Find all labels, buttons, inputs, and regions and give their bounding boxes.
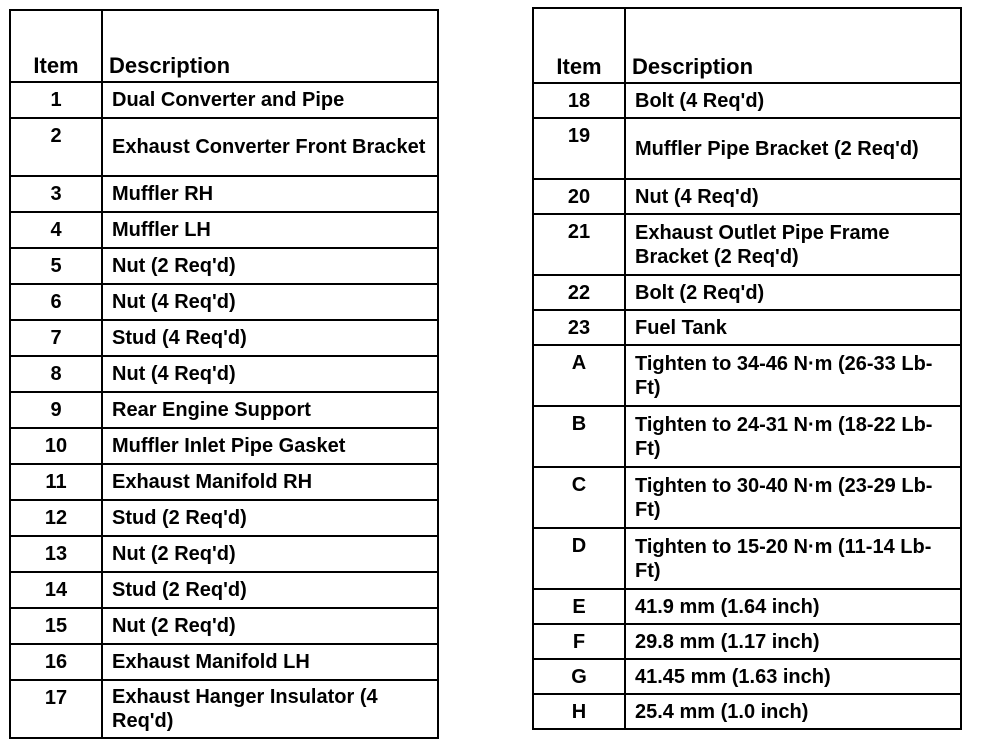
item-number: 16	[10, 644, 102, 680]
item-description: Exhaust Converter Front Bracket	[102, 118, 438, 176]
item-number: 23	[533, 310, 625, 345]
table-row	[10, 644, 438, 680]
item-description: Nut (4 Req'd)	[625, 179, 961, 214]
item-description: Nut (2 Req'd)	[102, 248, 438, 284]
item-number: 7	[10, 320, 102, 356]
column-header-description: Description	[102, 10, 438, 82]
item-description: 29.8 mm (1.17 inch)	[625, 624, 961, 659]
item-description: Tighten to 30-40 N·m (23-29 Lb-Ft)	[625, 467, 961, 528]
item-description: 41.45 mm (1.63 inch)	[625, 659, 961, 694]
table-row	[10, 212, 438, 248]
column-header-item: Item	[533, 8, 625, 83]
table-row	[533, 345, 961, 406]
table-header-row	[10, 10, 438, 82]
item-description: Rear Engine Support	[102, 392, 438, 428]
table-row	[533, 589, 961, 624]
table-row	[10, 464, 438, 500]
item-description: Tighten to 34-46 N·m (26-33 Lb-Ft)	[625, 345, 961, 406]
table-row	[10, 118, 438, 176]
table-row	[533, 214, 961, 275]
table-row	[10, 572, 438, 608]
item-number: A	[533, 345, 625, 406]
item-number: 14	[10, 572, 102, 608]
item-number: G	[533, 659, 625, 694]
table-row	[10, 536, 438, 572]
item-number: F	[533, 624, 625, 659]
item-number: 2	[10, 118, 102, 176]
item-description: Fuel Tank	[625, 310, 961, 345]
item-description: Nut (2 Req'd)	[102, 608, 438, 644]
item-description: Exhaust Hanger Insulator (4 Req'd)	[102, 680, 438, 738]
item-number: 21	[533, 214, 625, 275]
item-number: 22	[533, 275, 625, 310]
item-number: C	[533, 467, 625, 528]
item-number: B	[533, 406, 625, 467]
item-description: Tighten to 15-20 N·m (11-14 Lb-Ft)	[625, 528, 961, 589]
item-description: Muffler LH	[102, 212, 438, 248]
table-row	[533, 118, 961, 179]
item-description: Muffler Pipe Bracket (2 Req'd)	[625, 118, 961, 179]
table-row	[10, 500, 438, 536]
item-number: 18	[533, 83, 625, 118]
item-description: Muffler RH	[102, 176, 438, 212]
item-description: Dual Converter and Pipe	[102, 82, 438, 118]
table-row	[533, 406, 961, 467]
column-header-description: Description	[625, 8, 961, 83]
item-number: 1	[10, 82, 102, 118]
item-description: Tighten to 24-31 N·m (18-22 Lb-Ft)	[625, 406, 961, 467]
item-number: 20	[533, 179, 625, 214]
parts-table-right	[532, 7, 962, 730]
item-number: 10	[10, 428, 102, 464]
table-row	[533, 467, 961, 528]
item-number: 11	[10, 464, 102, 500]
table-row	[10, 320, 438, 356]
table-row	[533, 694, 961, 729]
item-number: E	[533, 589, 625, 624]
table-row	[10, 356, 438, 392]
item-number: 19	[533, 118, 625, 179]
item-description: Muffler Inlet Pipe Gasket	[102, 428, 438, 464]
item-number: H	[533, 694, 625, 729]
table-row	[533, 659, 961, 694]
item-description: Bolt (4 Req'd)	[625, 83, 961, 118]
table-row	[533, 624, 961, 659]
table-header-row	[533, 8, 961, 83]
table-row	[10, 608, 438, 644]
table-row	[10, 428, 438, 464]
table-row	[533, 179, 961, 214]
item-description: 25.4 mm (1.0 inch)	[625, 694, 961, 729]
table-row	[533, 83, 961, 118]
table-row	[10, 82, 438, 118]
item-number: 4	[10, 212, 102, 248]
table-row	[533, 275, 961, 310]
item-description: Exhaust Outlet Pipe Frame Bracket (2 Req'd)	[625, 214, 961, 275]
item-number: 12	[10, 500, 102, 536]
item-description: Stud (4 Req'd)	[102, 320, 438, 356]
table-row	[10, 392, 438, 428]
item-number: 3	[10, 176, 102, 212]
item-number: 15	[10, 608, 102, 644]
table-row	[10, 284, 438, 320]
table-row	[10, 680, 438, 738]
item-description: Exhaust Manifold RH	[102, 464, 438, 500]
table-row	[10, 176, 438, 212]
table-row	[10, 248, 438, 284]
item-number: D	[533, 528, 625, 589]
item-description: 41.9 mm (1.64 inch)	[625, 589, 961, 624]
item-description: Nut (4 Req'd)	[102, 284, 438, 320]
item-description: Stud (2 Req'd)	[102, 500, 438, 536]
item-number: 9	[10, 392, 102, 428]
item-description: Nut (4 Req'd)	[102, 356, 438, 392]
item-number: 8	[10, 356, 102, 392]
item-number: 13	[10, 536, 102, 572]
column-header-item: Item	[10, 10, 102, 82]
table-row	[533, 310, 961, 345]
item-description: Exhaust Manifold LH	[102, 644, 438, 680]
item-description: Stud (2 Req'd)	[102, 572, 438, 608]
item-number: 17	[10, 680, 102, 738]
parts-table-left	[9, 9, 439, 739]
table-row	[533, 528, 961, 589]
item-description: Bolt (2 Req'd)	[625, 275, 961, 310]
item-number: 6	[10, 284, 102, 320]
item-number: 5	[10, 248, 102, 284]
item-description: Nut (2 Req'd)	[102, 536, 438, 572]
